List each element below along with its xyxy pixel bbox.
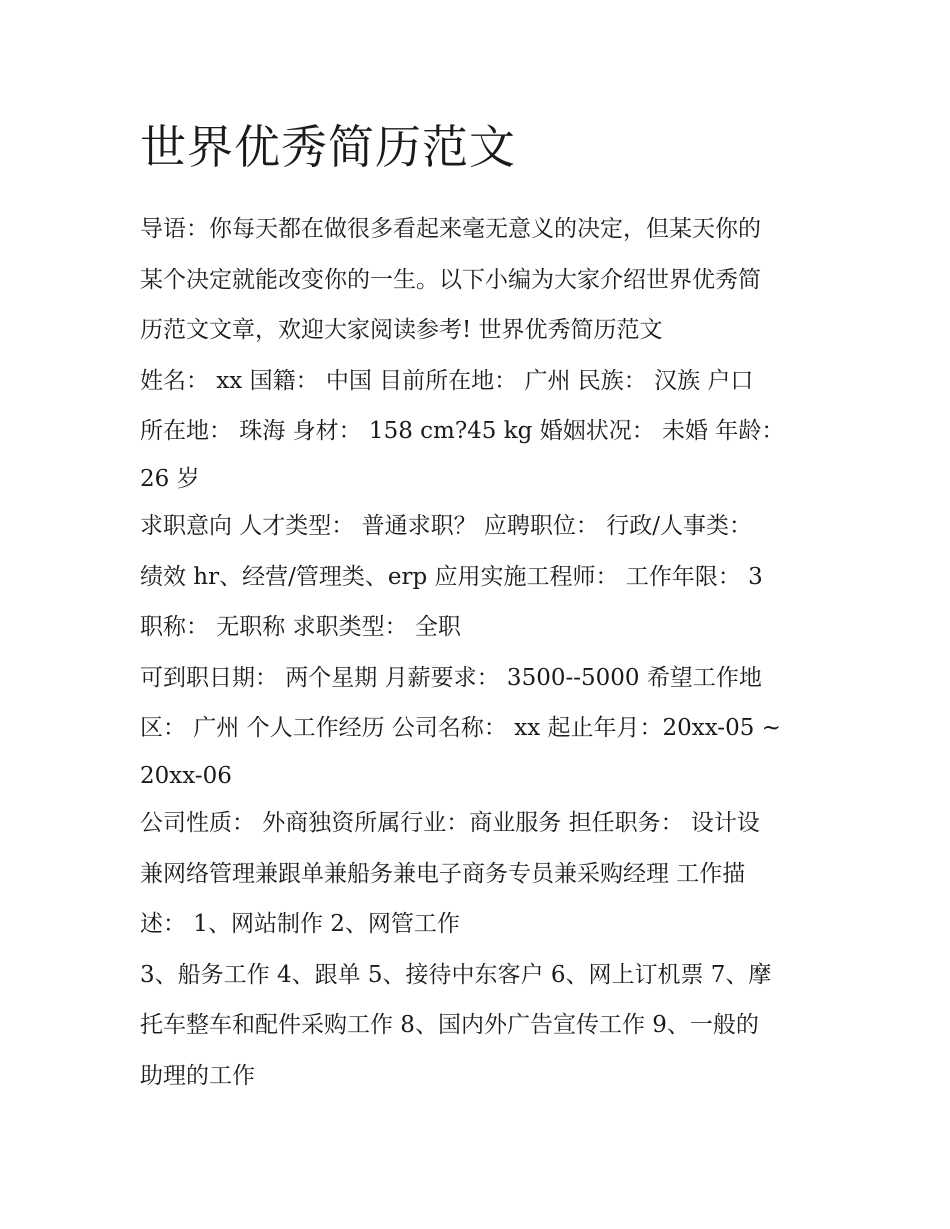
body-line: 某个决定就能改变你的一生。以下小编为大家介绍世界优秀简: [140, 266, 761, 293]
document-page: [140, 112, 820, 1102]
body-line: 可到职日期： 两个星期 月薪要求： 3500--5000 希望工作地: [140, 664, 762, 691]
document-title: 世界优秀简历范文: [140, 120, 516, 174]
document-body: [140, 204, 820, 1102]
body-line: 托车整车和配件采购工作 8、国内外广告宣传工作 9、一般的: [140, 1012, 759, 1039]
body-line: 兼网络管理兼跟单兼船务兼电子商务专员兼采购经理 工作描: [140, 860, 746, 887]
body-line: 职称： 无职称 求职类型： 全职: [140, 614, 461, 641]
body-line: 所在地： 珠海 身材： 158 cm?45 kg 婚姻状况： 未婚 年龄：: [140, 418, 785, 445]
body-line: 历范文文章，欢迎大家阅读参考! 世界优秀简历范文: [140, 317, 663, 344]
body-line: 求职意向 人才类型： 普通求职？ 应聘职位： 行政/人事类：: [140, 512, 752, 539]
body-line: 姓名： xx 国籍： 中国 目前所在地： 广州 民族： 汉族 户口: [140, 367, 754, 394]
body-line: 绩效 hr、经营/管理类、erp 应用实施工程师： 工作年限： 3: [140, 563, 763, 590]
body-line: 导语：你每天都在做很多看起来毫无意义的决定，但某天你的: [140, 216, 761, 242]
body-line: 20xx-06: [140, 762, 232, 789]
body-line: 述： 1、网站制作 2、网管工作: [140, 911, 460, 938]
body-line: 助理的工作: [140, 1062, 255, 1089]
body-line: 区： 广州 个人工作经历 公司名称： xx 起止年月：20xx-05 ~: [140, 715, 781, 742]
body-line: 公司性质： 外商独资所属行业：商业服务 担任职务： 设计设: [140, 809, 760, 836]
body-line: 26 岁: [140, 465, 200, 492]
body-line: 3、船务工作 4、跟单 5、接待中东客户 6、网上订机票 7、摩: [140, 961, 772, 988]
